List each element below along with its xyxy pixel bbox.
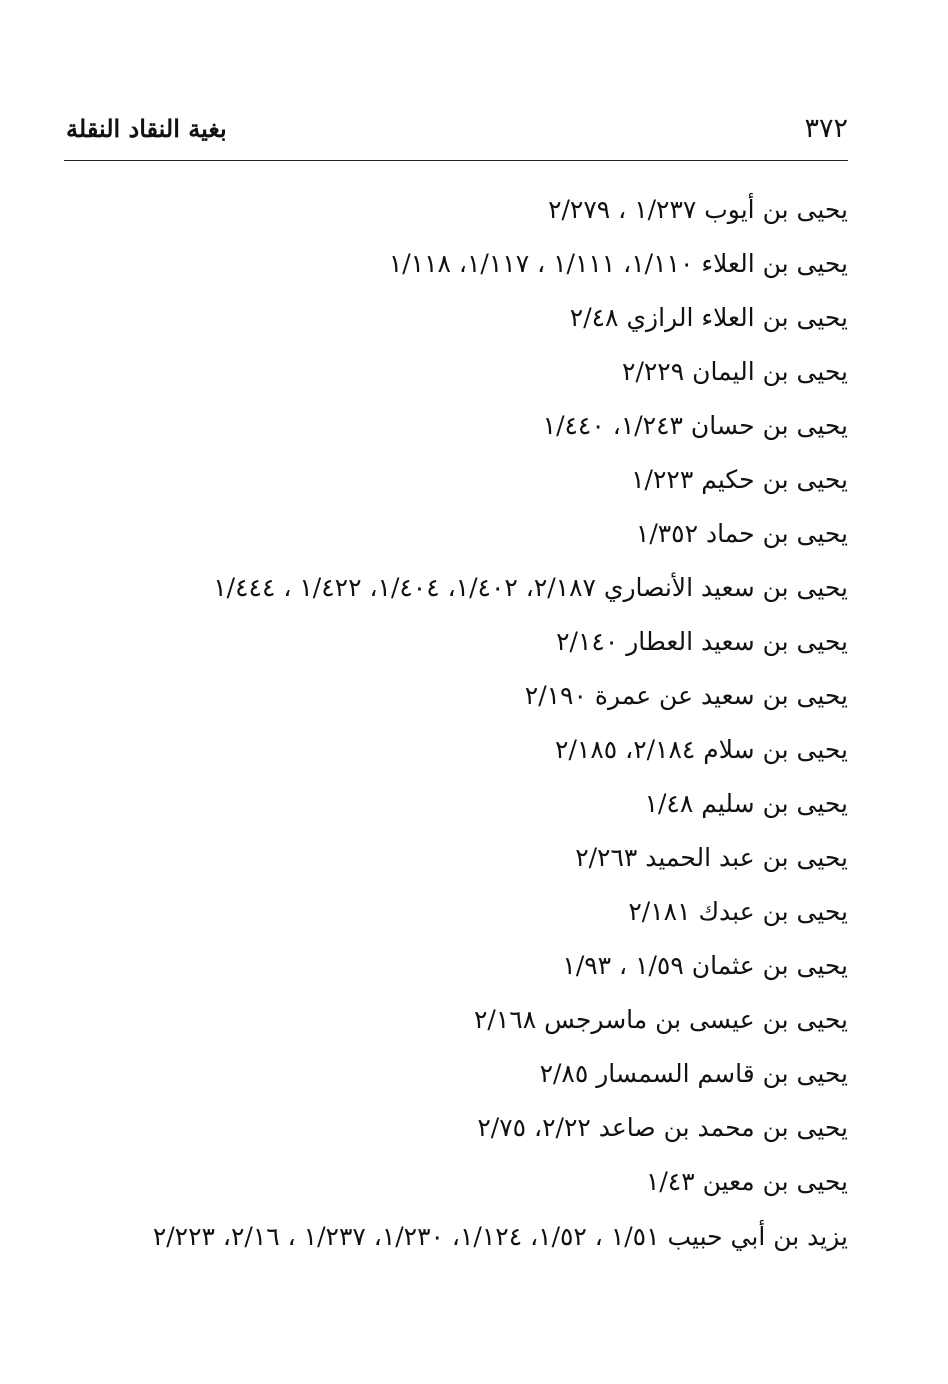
page-number: ٣٧٢ [804, 112, 848, 144]
index-entry: يحيى بن أيوب ١/٢٣٧ ، ٢/٢٧٩ [548, 195, 848, 224]
index-entry: يحيى بن سعيد عن عمرة ٢/١٩٠ [524, 681, 848, 710]
index-entry: يحيى بن عيسى بن ماسرجس ٢/١٦٨ [473, 1005, 848, 1034]
index-entry: يزيد بن أبي حبيب ١/٥١ ، ١/٥٢، ١/١٢٤، ١/٢٣٠، ١/٢٣٧ ، ٢/١٦، ٢/٢٢٣ [152, 1222, 848, 1251]
index-entries [64, 183, 848, 1255]
index-entry: يحيى بن حسان ١/٢٤٣، ١/٤٤٠ [542, 411, 848, 440]
index-entry: يحيى بن حكيم ١/٢٢٣ [631, 465, 848, 494]
running-title: بغية النقاد النقلة [66, 113, 227, 143]
index-entry: يحيى بن سليم ١/٤٨ [644, 789, 848, 818]
index-entry: يحيى بن العلاء ١/١١٠، ١/١١١ ، ١/١١٧، ١/١١٨ [388, 249, 848, 278]
index-entry: يحيى بن معين ١/٤٣ [645, 1167, 848, 1196]
index-entry: يحيى بن قاسم السمسار ٢/٨٥ [539, 1059, 848, 1088]
header-divider [64, 160, 848, 161]
page-header [66, 108, 848, 148]
index-entry: يحيى بن سلام ٢/١٨٤، ٢/١٨٥ [555, 735, 848, 764]
index-entry: يحيى بن عبد الحميد ٢/٢٦٣ [575, 843, 848, 872]
index-entry: يحيى بن حماد ١/٣٥٢ [635, 519, 848, 548]
index-entry: يحيى بن العلاء الرازي ٢/٤٨ [569, 303, 848, 332]
index-entry: يحيى بن سعيد العطار ٢/١٤٠ [556, 627, 848, 656]
index-entry: يحيى بن سعيد الأنصاري ٢/١٨٧، ١/٤٠٢، ١/٤٠٤، ١/٤٢٢ ، ١/٤٤٤ [213, 573, 848, 602]
index-entry: يحيى بن اليمان ٢/٢٢٩ [622, 357, 848, 386]
index-entry: يحيى بن محمد بن صاعد ٢/٢٢، ٢/٧٥ [477, 1113, 848, 1142]
index-entry: يحيى بن عبدك ٢/١٨١ [628, 897, 848, 926]
index-entry: يحيى بن عثمان ١/٥٩ ، ١/٩٣ [562, 951, 848, 980]
